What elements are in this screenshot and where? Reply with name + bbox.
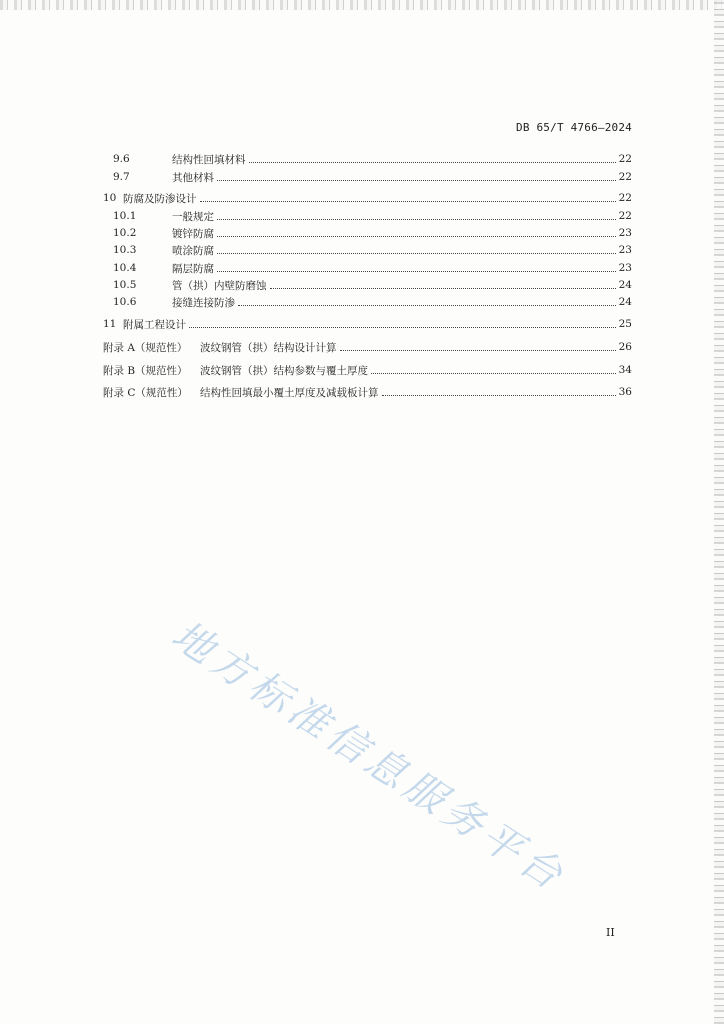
toc-entry[interactable] xyxy=(103,317,632,331)
standard-code: DB 65/T 4766—2024 xyxy=(516,121,632,134)
toc-entry-title: 一般规定 xyxy=(172,210,214,223)
toc-dot-leader xyxy=(270,287,616,289)
toc-entry-title: 隔层防腐 xyxy=(172,262,214,275)
toc-dot-leader xyxy=(249,161,616,163)
toc-entry-page: 22 xyxy=(618,192,632,204)
toc-entry[interactable] xyxy=(113,261,632,275)
toc-entry-page: 25 xyxy=(618,318,632,330)
toc-entry-page: 22 xyxy=(618,210,632,222)
scan-edge-top xyxy=(0,0,724,10)
toc-entry-number: 10.5 xyxy=(113,279,137,291)
toc-entry-title: 接缝连接防渗 xyxy=(172,296,235,309)
toc-dot-leader xyxy=(217,252,616,254)
toc-dot-leader xyxy=(200,200,616,202)
toc-entry-number: 9.6 xyxy=(113,153,130,165)
page-number: II xyxy=(606,926,615,939)
toc-entry[interactable] xyxy=(103,385,632,399)
toc-dot-leader xyxy=(217,235,616,237)
toc-entry-number: 10.4 xyxy=(113,262,137,274)
toc-entry-page: 23 xyxy=(618,262,632,274)
toc-entry[interactable] xyxy=(113,152,632,166)
toc-entry-number: 10 xyxy=(103,192,117,204)
toc-entry-title: 喷涂防腐 xyxy=(172,244,214,257)
toc-entry[interactable] xyxy=(113,278,632,292)
toc-dot-leader xyxy=(217,179,616,181)
toc-entry-number: 10.1 xyxy=(113,210,137,222)
toc-entry-number: 10.6 xyxy=(113,296,137,308)
toc-entry-number: 附录 C（规范性） xyxy=(103,386,188,399)
toc-entry-page: 24 xyxy=(618,279,632,291)
toc-entry[interactable] xyxy=(113,243,632,257)
toc-dot-leader xyxy=(217,218,616,220)
toc-entry-title: 防腐及防渗设计 xyxy=(123,192,197,205)
toc-entry-number: 附录 B（规范性） xyxy=(103,364,188,377)
toc-entry-title: 波纹钢管（拱）结构参数与覆土厚度 xyxy=(200,364,368,377)
toc-entry-number: 10.3 xyxy=(113,244,137,256)
toc-entry-title: 结构性回填材料 xyxy=(172,153,246,166)
toc-entry-title: 管（拱）内壁防磨蚀 xyxy=(172,279,267,292)
toc-entry[interactable] xyxy=(103,363,632,377)
toc-entry-page: 24 xyxy=(618,296,632,308)
toc-entry-title: 结构性回填最小覆土厚度及减载板计算 xyxy=(200,386,379,399)
watermark: 地方标准信息服务平台 xyxy=(163,612,575,902)
toc-entry-title: 镀锌防腐 xyxy=(172,227,214,240)
toc-dot-leader xyxy=(371,372,616,374)
toc-entry[interactable] xyxy=(113,209,632,223)
toc-entry-title: 波纹钢管（拱）结构设计计算 xyxy=(200,341,337,354)
toc-entry-page: 23 xyxy=(618,244,632,256)
toc-entry-number: 附录 A（规范性） xyxy=(103,341,188,354)
toc-entry-page: 23 xyxy=(618,227,632,239)
scan-edge-right xyxy=(714,0,724,1024)
toc-entry-title: 其他材料 xyxy=(172,171,214,184)
toc-entry-number: 10.2 xyxy=(113,227,137,239)
toc-entry[interactable] xyxy=(113,295,632,309)
toc-entry-page: 26 xyxy=(618,341,632,353)
toc-entry-title: 附属工程设计 xyxy=(123,318,186,331)
toc-dot-leader xyxy=(238,304,616,306)
toc-entry-number: 11 xyxy=(103,318,117,330)
toc-entry-page: 22 xyxy=(618,171,632,183)
toc-dot-leader xyxy=(382,394,616,396)
toc-dot-leader xyxy=(340,349,616,351)
toc-entry[interactable] xyxy=(103,340,632,354)
toc-entry[interactable] xyxy=(113,226,632,240)
toc-entry[interactable] xyxy=(113,170,632,184)
toc-entry-page: 22 xyxy=(618,153,632,165)
toc-dot-leader xyxy=(189,326,616,328)
toc-entry-page: 34 xyxy=(618,364,632,376)
toc-entry-number: 9.7 xyxy=(113,171,130,183)
toc-entry[interactable] xyxy=(103,191,632,205)
toc-dot-leader xyxy=(217,270,616,272)
toc-entry-page: 36 xyxy=(618,386,632,398)
